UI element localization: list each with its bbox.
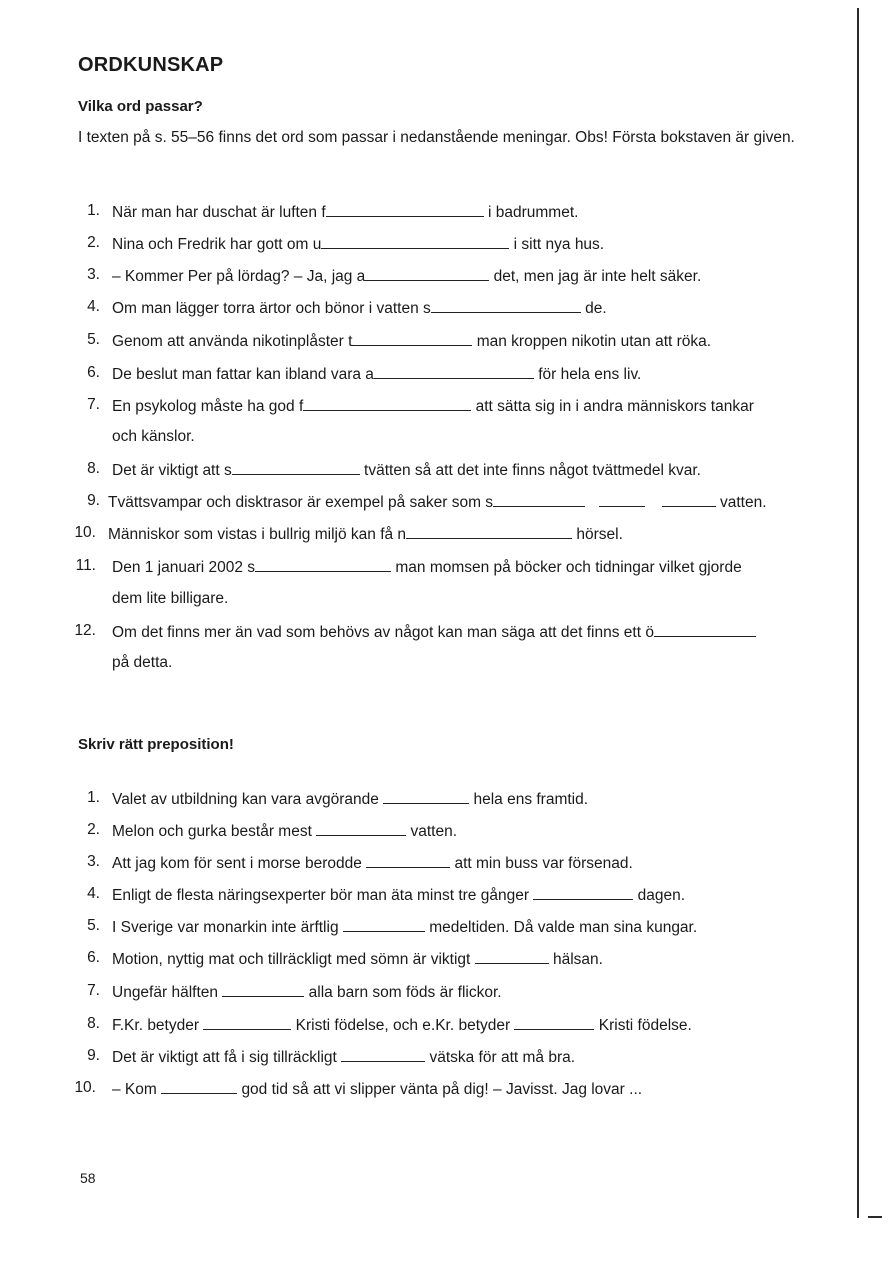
s2-item-8-blank-1[interactable] (203, 1015, 291, 1030)
s1-item-2 (112, 234, 604, 254)
s2-item-4-blank[interactable] (533, 885, 633, 900)
s1-item-7-number: 7. (87, 396, 100, 413)
s1-item-11-number: 11. (75, 557, 96, 574)
s2-item-3-number: 3. (87, 853, 100, 870)
s2-item-7 (112, 982, 502, 1002)
s2-item-1-number: 1. (87, 789, 100, 806)
s1-item-10-text-b: hörsel. (576, 526, 623, 543)
s1-item-12-blank[interactable] (654, 622, 756, 637)
s1-item-9-number: 9. (87, 492, 100, 509)
s1-item-8 (112, 460, 701, 480)
s2-item-3 (112, 853, 633, 873)
s1-item-1-text-a: När man har duschat är luften f (112, 204, 326, 221)
s1-item-4-text-b: de. (585, 300, 607, 317)
s2-item-1-text-a: Valet av utbildning kan vara avgörande (112, 791, 379, 808)
s1-item-1-number: 1. (87, 202, 100, 219)
s2-item-8-blank-2[interactable] (514, 1015, 594, 1030)
s1-item-3-blank[interactable] (365, 266, 489, 281)
s1-item-6-number: 6. (87, 364, 100, 381)
s1-item-8-text-a: Det är viktigt att s (112, 462, 232, 479)
s1-item-7-text-b: att sätta sig in i andra människors tankar (475, 398, 754, 415)
s1-item-9-blank-3[interactable] (662, 492, 716, 507)
s2-item-1 (112, 789, 588, 809)
s1-item-8-number: 8. (87, 460, 100, 477)
section1-intro: I texten på s. 55–56 finns det ord som passar i nedanstående meningar. Obs! Första bokstaven är given. (78, 129, 795, 146)
s1-item-3-number: 3. (87, 266, 100, 283)
s1-item-11-text-b: man momsen på böcker och tidningar vilket gjorde (395, 559, 742, 576)
s2-item-6 (112, 949, 603, 969)
s1-item-12 (112, 622, 756, 642)
s1-item-2-text-b: i sitt nya hus. (513, 236, 605, 253)
s1-item-11-text-a: Den 1 januari 2002 s (112, 559, 256, 576)
s2-item-2-text-a: Melon och gurka består mest (112, 823, 312, 840)
s1-item-2-text-a: Nina och Fredrik har gott om u (112, 236, 322, 253)
s1-item-9-blank-2[interactable] (599, 492, 645, 507)
s1-item-1 (112, 202, 578, 222)
s1-item-5-number: 5. (87, 331, 100, 348)
s1-item-3-text-b: det, men jag är inte helt säker. (493, 268, 702, 285)
s2-item-5-number: 5. (87, 917, 100, 934)
s1-item-3-text-a: – Kommer Per på lördag? – Ja, jag a (112, 268, 366, 285)
s1-item-3 (112, 266, 701, 286)
s2-item-3-text-a: Att jag kom för sent i morse berodde (112, 855, 362, 872)
s1-item-10 (108, 524, 623, 544)
s2-item-5 (112, 917, 697, 937)
s2-item-6-blank[interactable] (475, 949, 549, 964)
s1-item-6 (112, 364, 641, 384)
s2-item-4 (112, 885, 685, 905)
s1-item-4 (112, 298, 607, 318)
s2-item-10-text-a: – Kom (112, 1081, 157, 1098)
s1-item-8-blank[interactable] (232, 460, 360, 475)
s1-item-6-text-a: De beslut man fattar kan ibland vara a (112, 366, 374, 383)
s1-item-10-text-a: Människor som vistas i bullrig miljö kan få n (108, 526, 407, 543)
s2-item-9-number: 9. (87, 1047, 100, 1064)
page-number: 58 (80, 1170, 96, 1186)
s1-item-5 (112, 331, 711, 351)
s2-item-2-text-b: vatten. (410, 823, 458, 840)
s2-item-2-number: 2. (87, 821, 100, 838)
s2-item-1-text-b: hela ens framtid. (473, 791, 589, 808)
s2-item-1-blank[interactable] (383, 789, 469, 804)
s2-item-8-text-a: F.Kr. betyder (112, 1017, 200, 1034)
s1-item-4-number: 4. (87, 298, 100, 315)
page-title: ORDKUNSKAP (78, 54, 224, 76)
s2-item-3-text-b: att min buss var försenad. (454, 855, 633, 872)
s1-item-10-blank[interactable] (406, 524, 572, 539)
section2-heading: Skriv rätt preposition! (78, 736, 234, 753)
s1-item-9-text-a: Tvättsvampar och disktrasor är exempel på saker som s (108, 494, 494, 511)
s2-item-4-number: 4. (87, 885, 100, 902)
s1-item-12-number: 12. (74, 622, 96, 639)
s2-item-8-number: 8. (87, 1015, 100, 1032)
s2-item-8-text-b: Kristi födelse, och e.Kr. betyder (295, 1017, 511, 1034)
s2-item-7-number: 7. (87, 982, 100, 999)
s2-item-7-blank[interactable] (222, 982, 304, 997)
s2-item-9-text-a: Det är viktigt att få i sig tillräckligt (112, 1049, 337, 1066)
s1-item-12-text-a: Om det finns mer än vad som behövs av något kan man säga att det finns ett ö (112, 624, 654, 641)
s2-item-7-text-b: alla barn som föds är flickor. (308, 984, 502, 1001)
s1-item-12-continuation: på detta. (112, 654, 173, 671)
s1-item-9-blank-1[interactable] (493, 492, 585, 507)
s1-item-1-text-b: i badrummet. (487, 204, 579, 221)
s2-item-10-text-b: god tid så att vi slipper vänta på dig! – Javisst. Jag lovar ... (241, 1081, 643, 1098)
s1-item-9-text-b: vatten. (720, 494, 767, 511)
s1-item-7-blank[interactable] (303, 396, 471, 411)
s2-item-2 (112, 821, 457, 841)
s1-item-7-text-a: En psykolog måste ha god f (112, 398, 304, 415)
s2-item-5-text-b: medeltiden. Då valde man sina kungar. (429, 919, 698, 936)
s1-item-11-continuation: dem lite billigare. (112, 590, 229, 607)
s1-item-11 (112, 557, 742, 577)
s1-item-4-blank[interactable] (431, 298, 581, 313)
s1-item-11-blank[interactable] (255, 557, 391, 572)
s1-item-5-text-a: Genom att använda nikotinplåster t (112, 333, 353, 350)
s1-item-5-blank[interactable] (352, 331, 472, 346)
page-edge-tick (868, 1216, 882, 1218)
s1-item-6-text-b: för hela ens liv. (538, 366, 642, 383)
s1-item-4-text-a: Om man lägger torra ärtor och bönor i vatten s (112, 300, 431, 317)
s2-item-9 (112, 1047, 575, 1067)
s2-item-9-text-b: vätska för att må bra. (429, 1049, 576, 1066)
s2-item-5-blank[interactable] (343, 917, 425, 932)
s2-item-4-text-b: dagen. (637, 887, 686, 904)
page-edge-line (857, 8, 859, 1218)
s2-item-4-text-a: Enligt de flesta näringsexperter bör man äta minst tre gånger (112, 887, 530, 904)
section1-heading: Vilka ord passar? (78, 98, 203, 115)
s1-item-6-blank[interactable] (374, 364, 534, 379)
s1-item-7-continuation: och känslor. (112, 428, 195, 445)
s2-item-6-text-a: Motion, nyttig mat och tillräckligt med sömn är viktigt (112, 951, 471, 968)
s1-item-2-blank[interactable] (321, 234, 509, 249)
s2-item-5-text-a: I Sverige var monarkin inte ärftlig (112, 919, 339, 936)
s2-item-3-blank[interactable] (366, 853, 450, 868)
s2-item-8 (112, 1015, 692, 1035)
s1-item-2-number: 2. (87, 234, 100, 251)
s1-item-7 (112, 396, 754, 416)
s2-item-8-text-c: Kristi födelse. (598, 1017, 692, 1034)
s1-item-5-text-b: man kroppen nikotin utan att röka. (476, 333, 712, 350)
s2-item-6-number: 6. (87, 949, 100, 966)
s2-item-9-blank[interactable] (341, 1047, 425, 1062)
s2-item-10-number: 10. (74, 1079, 96, 1096)
s2-item-2-blank[interactable] (316, 821, 406, 836)
s2-item-6-text-b: hälsan. (552, 951, 603, 968)
s2-item-10-blank[interactable] (161, 1079, 237, 1094)
s1-item-9 (108, 492, 767, 512)
s1-item-8-text-b: tvätten så att det inte finns något tvättmedel kvar. (364, 462, 701, 479)
s1-item-10-number: 10. (74, 524, 96, 541)
s1-item-1-blank[interactable] (326, 202, 484, 217)
s2-item-7-text-a: Ungefär hälften (112, 984, 218, 1001)
s2-item-10 (112, 1079, 642, 1099)
